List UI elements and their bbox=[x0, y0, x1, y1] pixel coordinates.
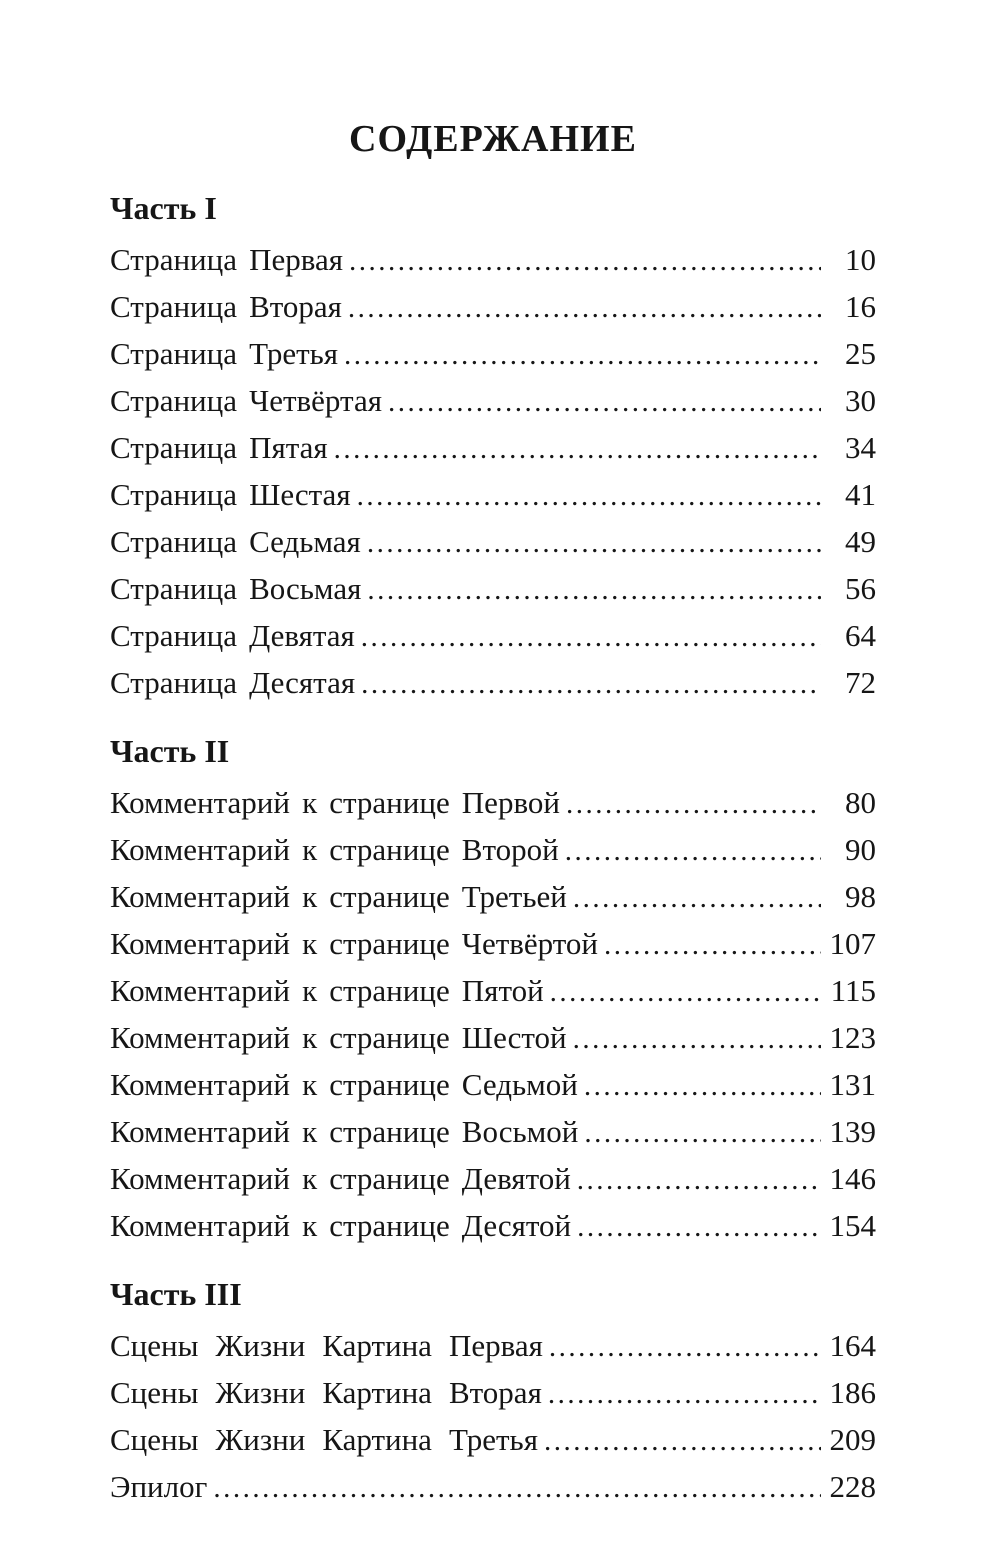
toc-row bbox=[110, 566, 876, 613]
dot-leader bbox=[349, 237, 821, 284]
toc-entry-page: 139 bbox=[829, 1114, 876, 1149]
toc-row bbox=[110, 921, 876, 968]
toc-entry-page: 164 bbox=[829, 1328, 876, 1363]
toc-entry-page: 146 bbox=[829, 1161, 876, 1196]
dot-leader bbox=[388, 378, 821, 425]
toc-entry-label: Страница Первая bbox=[110, 242, 343, 277]
toc-section bbox=[110, 186, 876, 707]
toc-entry-page: 228 bbox=[829, 1469, 876, 1504]
toc-entry-page: 49 bbox=[845, 524, 876, 559]
dot-leader bbox=[549, 1323, 821, 1370]
toc-row bbox=[110, 613, 876, 660]
toc-entry-label: Комментарий к странице Восьмой bbox=[110, 1114, 579, 1149]
toc-entry-page: 131 bbox=[829, 1067, 876, 1102]
dot-leader bbox=[357, 472, 821, 519]
toc-entry-label: Комментарий к странице Десятой bbox=[110, 1208, 572, 1243]
toc-row bbox=[110, 237, 876, 284]
toc-entry-page: 56 bbox=[845, 571, 876, 606]
toc-row bbox=[110, 1015, 876, 1062]
toc-sections bbox=[110, 186, 876, 1511]
toc-row bbox=[110, 1062, 876, 1109]
toc-entry-label: Страница Шестая bbox=[110, 477, 351, 512]
dot-leader bbox=[577, 1156, 821, 1203]
dot-leader bbox=[348, 284, 821, 331]
dot-leader bbox=[577, 1203, 820, 1250]
toc-entry-label: Эпилог bbox=[110, 1469, 208, 1504]
toc-row bbox=[110, 1323, 876, 1370]
toc-entry-page: 34 bbox=[845, 430, 876, 465]
section-rows bbox=[110, 780, 876, 1250]
toc-entry-page: 123 bbox=[829, 1020, 876, 1055]
toc-entry-label: Комментарий к странице Четвёртой bbox=[110, 926, 598, 961]
section-heading: Часть III bbox=[110, 1276, 242, 1312]
dot-leader bbox=[361, 613, 821, 660]
dot-leader bbox=[550, 968, 821, 1015]
dot-leader bbox=[604, 921, 821, 968]
toc-entry-page: 209 bbox=[829, 1422, 876, 1457]
toc-row bbox=[110, 1203, 876, 1250]
toc-entry-label: Комментарий к странице Седьмой bbox=[110, 1067, 578, 1102]
toc-entry-label: Комментарий к странице Третьей bbox=[110, 879, 567, 914]
toc-row bbox=[110, 1370, 876, 1417]
dot-leader bbox=[584, 1109, 820, 1156]
page-title: СОДЕРЖАНИЕ bbox=[349, 118, 637, 160]
toc-entry-page: 90 bbox=[845, 832, 876, 867]
toc-entry-page: 30 bbox=[845, 383, 876, 418]
toc-entry-page: 41 bbox=[845, 477, 876, 512]
toc-entry-label: Комментарий к странице Шестой bbox=[110, 1020, 567, 1055]
dot-leader bbox=[334, 425, 821, 472]
toc-entry-page: 72 bbox=[845, 665, 876, 700]
toc-row bbox=[110, 1464, 876, 1511]
toc-entry-page: 154 bbox=[829, 1208, 876, 1243]
toc-entry-label: Страница Четвёртая bbox=[110, 383, 382, 418]
toc-row bbox=[110, 472, 876, 519]
dot-leader bbox=[573, 1015, 821, 1062]
toc-entry-label: Сцены Жизни Картина Вторая bbox=[110, 1375, 542, 1410]
toc-entry-label: Страница Вторая bbox=[110, 289, 342, 324]
dot-leader bbox=[361, 660, 821, 707]
section-heading: Часть II bbox=[110, 733, 230, 769]
toc-entry-label: Комментарий к странице Девятой bbox=[110, 1161, 571, 1196]
dot-leader bbox=[566, 780, 821, 827]
toc-entry-page: 80 bbox=[845, 785, 876, 820]
toc-entry-label: Страница Восьмая bbox=[110, 571, 362, 606]
toc-row bbox=[110, 660, 876, 707]
toc-entry-page: 25 bbox=[845, 336, 876, 371]
dot-leader bbox=[565, 827, 821, 874]
toc-section bbox=[110, 729, 876, 1250]
toc-row bbox=[110, 519, 876, 566]
dot-leader bbox=[367, 519, 821, 566]
toc-row bbox=[110, 1417, 876, 1464]
toc-row bbox=[110, 968, 876, 1015]
toc-entry-page: 98 bbox=[845, 879, 876, 914]
dot-leader bbox=[344, 331, 821, 378]
section-rows bbox=[110, 237, 876, 707]
dot-leader bbox=[548, 1370, 821, 1417]
dot-leader bbox=[573, 874, 821, 921]
toc-entry-page: 186 bbox=[829, 1375, 876, 1410]
toc-entry-label: Комментарий к странице Второй bbox=[110, 832, 559, 867]
toc-row bbox=[110, 1109, 876, 1156]
toc-entry-page: 107 bbox=[829, 926, 876, 961]
toc-entry-page: 115 bbox=[830, 973, 876, 1008]
toc-entry-label: Страница Пятая bbox=[110, 430, 328, 465]
dot-leader bbox=[367, 566, 821, 613]
toc-entry-label: Страница Девятая bbox=[110, 618, 355, 653]
toc-entry-label: Сцены Жизни Картина Третья bbox=[110, 1422, 538, 1457]
toc-row bbox=[110, 378, 876, 425]
section-heading: Часть I bbox=[110, 190, 217, 226]
toc-row bbox=[110, 1156, 876, 1203]
dot-leader bbox=[544, 1417, 821, 1464]
toc-entry-page: 10 bbox=[845, 242, 876, 277]
toc-entry-label: Страница Седьмая bbox=[110, 524, 361, 559]
toc-entry-label: Страница Третья bbox=[110, 336, 339, 371]
toc-entry-label: Сцены Жизни Картина Первая bbox=[110, 1328, 543, 1363]
dot-leader bbox=[584, 1062, 821, 1109]
toc-entry-label: Комментарий к странице Первой bbox=[110, 785, 560, 820]
toc-row bbox=[110, 331, 876, 378]
toc-row bbox=[110, 284, 876, 331]
toc-row bbox=[110, 780, 876, 827]
toc-row bbox=[110, 874, 876, 921]
toc-row bbox=[110, 425, 876, 472]
toc-row bbox=[110, 827, 876, 874]
toc-entry-page: 16 bbox=[845, 289, 876, 324]
section-rows bbox=[110, 1323, 876, 1511]
toc-entry-page: 64 bbox=[845, 618, 876, 653]
toc-entry-label: Страница Десятая bbox=[110, 665, 356, 700]
dot-leader bbox=[213, 1464, 820, 1511]
toc-section bbox=[110, 1272, 876, 1511]
toc-entry-label: Комментарий к странице Пятой bbox=[110, 973, 544, 1008]
